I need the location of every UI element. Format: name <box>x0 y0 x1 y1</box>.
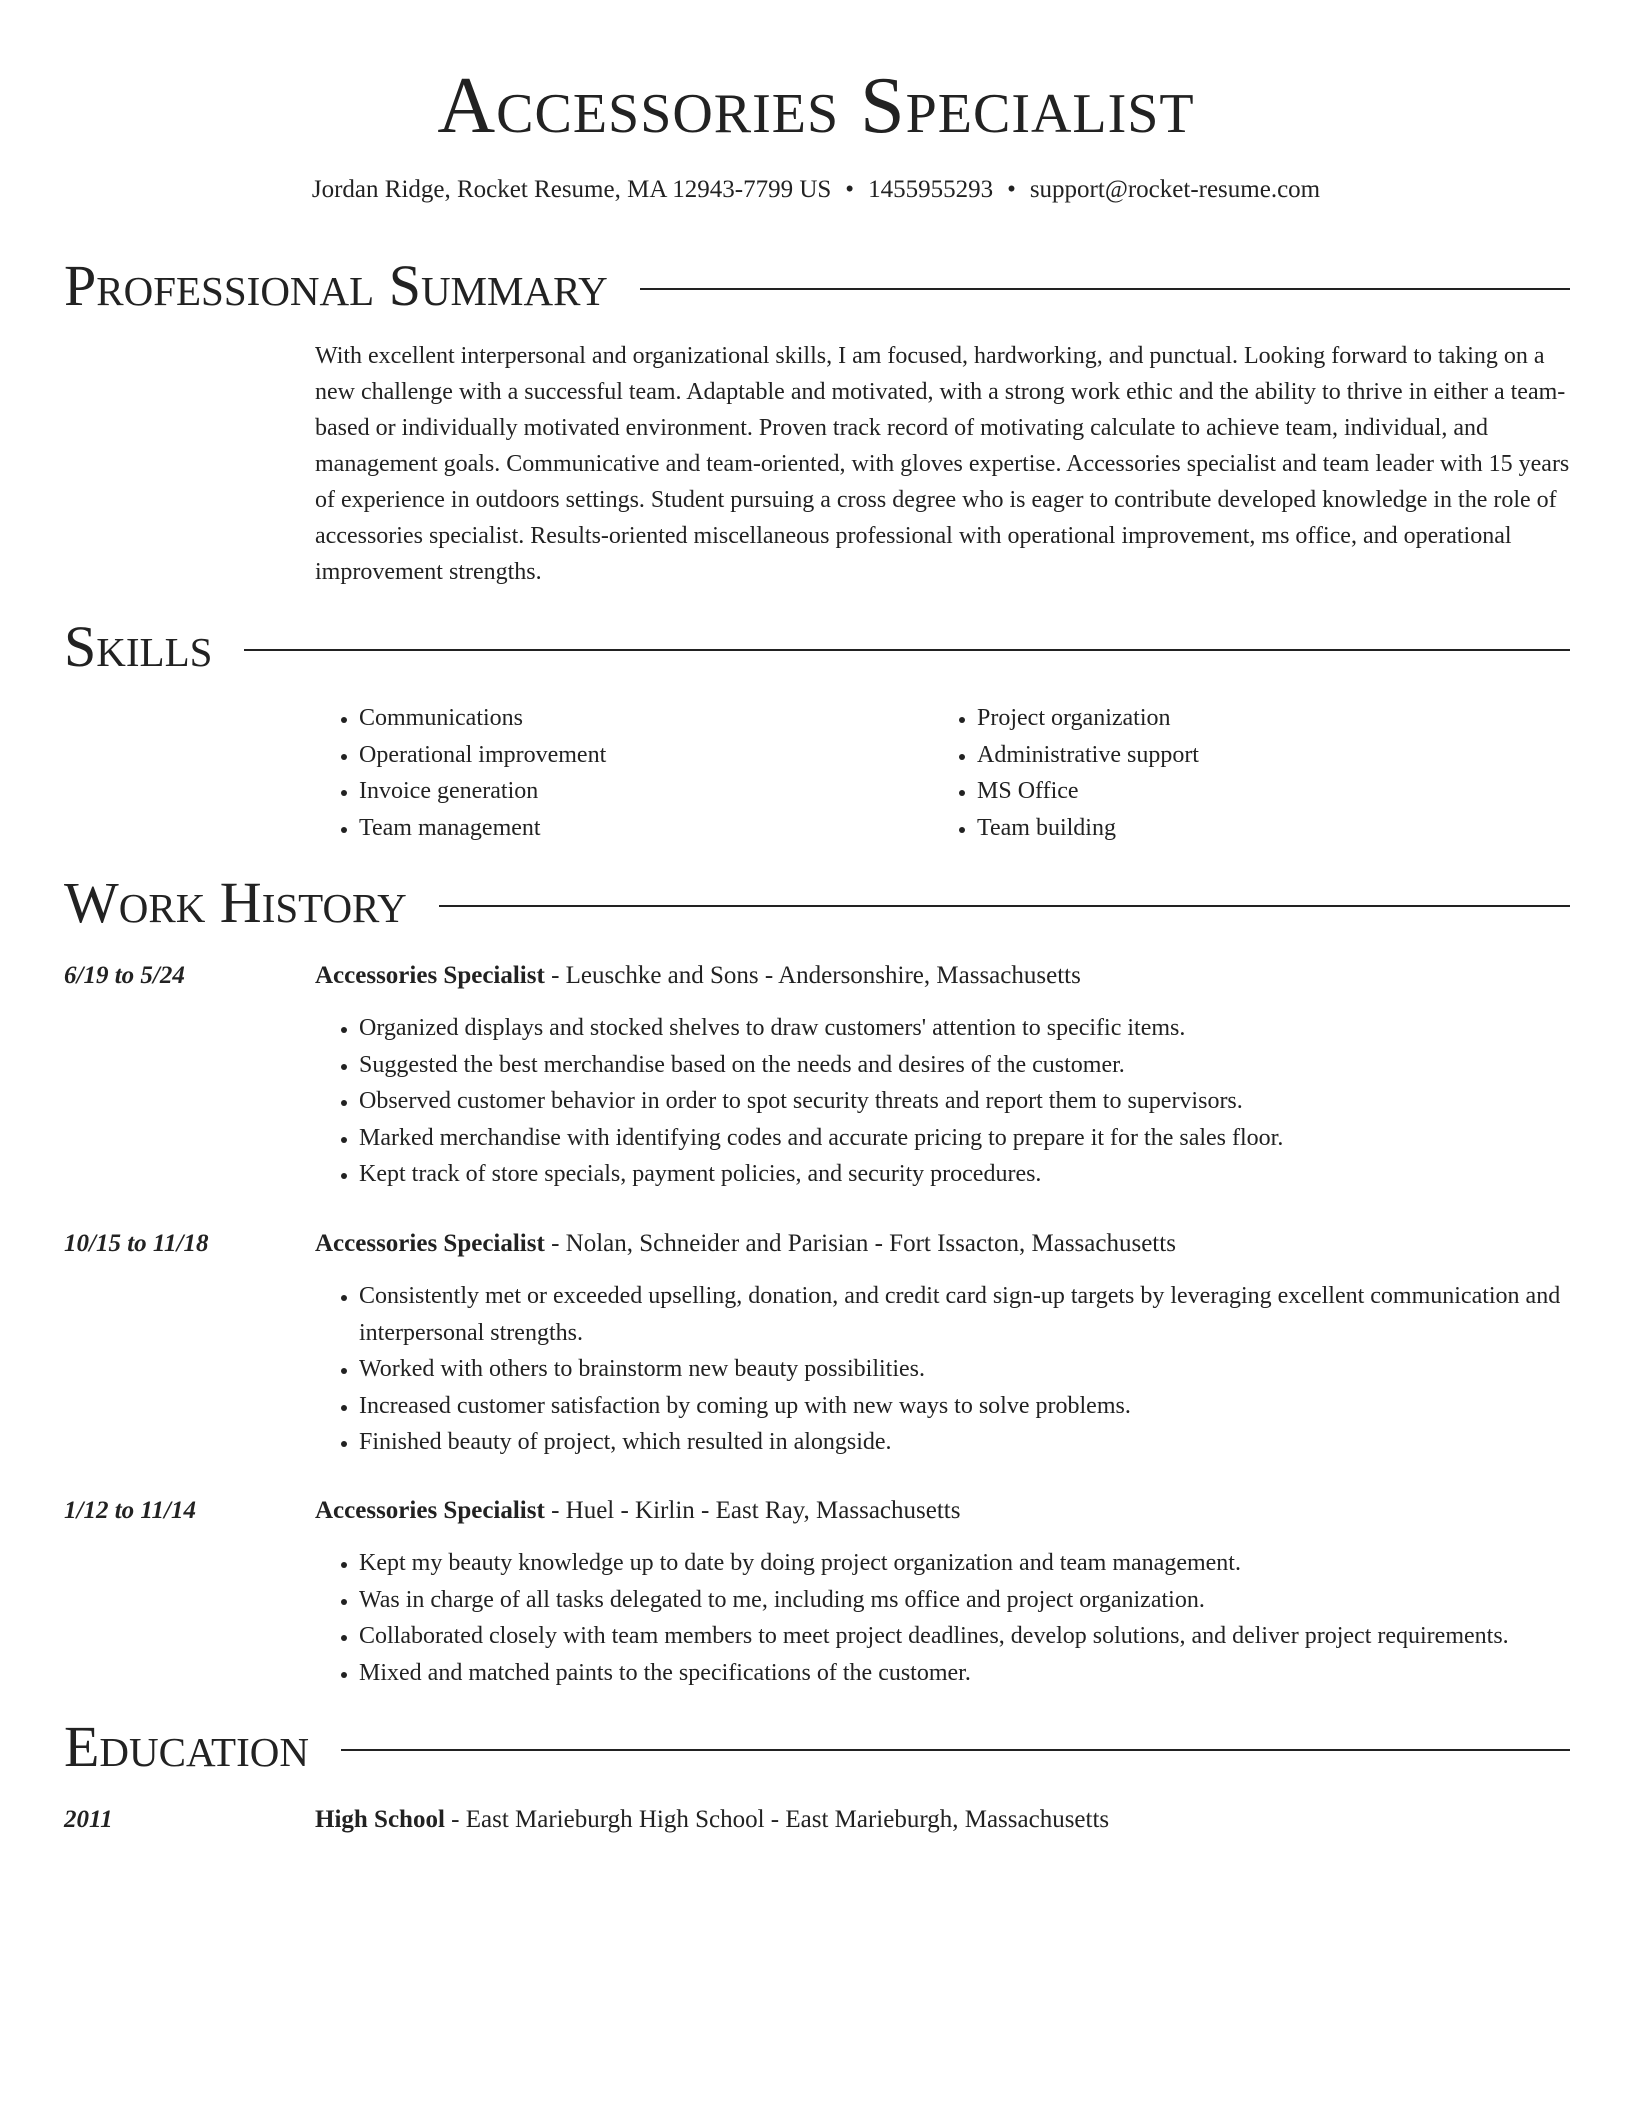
summary-text: With excellent interpersonal and organizational skills, I am focused, hardworking, and punctual. Looking forward to taking on a new challenge with a successful team. Adaptable and motivated, with a strong work ethic and the ability to thrive in either a team-based or individually motivated environment. Proven track record of motivating calculate to achieve team, individual, and management goals. Communicative and team-oriented, with gloves expertise. Accessories specialist and team leader with 15 years of experience in outdoors settings. Student pursuing a cross degree who is eager to contribute developed knowledge in the role of accessories specialist. Results-oriented miscellaneous professional with operational improvement, ms office, and operational improvement strengths. <box>315 343 1570 585</box>
job-role: Accessories Specialist <box>315 1497 545 1524</box>
section-divider <box>341 1749 1570 1751</box>
contact-separator: • <box>1007 176 1016 203</box>
job-bullet: • Kept my beauty knowledge up to date by doing project organization and team management. <box>359 1545 1570 1582</box>
job-details: - Leuschke and Sons - Andersonshire, Massachusetts <box>544 962 1081 989</box>
job-details: - Huel - Kirlin - East Ray, Massachusetts <box>544 1497 961 1524</box>
contact-email[interactable]: support@rocket-resume.com <box>1029 176 1321 203</box>
contact-phone: 1455955293 <box>868 176 994 203</box>
section-title: Work History <box>64 870 407 935</box>
job-heading <box>315 958 1081 994</box>
job-bullet: • Mixed and matched paints to the specifications of the customer. <box>359 1655 1570 1692</box>
section-title: Professional Summary <box>64 253 608 318</box>
job-bullet: • Collaborated closely with team members to meet project deadlines, develop solutions, and deliver project requirements. <box>359 1618 1570 1655</box>
job-bullets <box>315 1278 1570 1461</box>
education-details: - East Marieburgh High School - East Marieburgh, Massachusetts <box>444 1806 1110 1833</box>
job-bullet: • Increased customer satisfaction by coming up with new ways to solve problems. <box>359 1388 1570 1425</box>
education-year: 2011 <box>64 1806 113 1833</box>
job-bullet: • Observed customer behavior in order to spot security threats and report them to supervisors. <box>359 1083 1570 1120</box>
education-section-header <box>64 1712 1570 1782</box>
section-divider <box>439 905 1570 907</box>
skill-item: • Team building <box>977 810 1551 847</box>
skills-column-left <box>315 700 933 846</box>
skills-column-right <box>933 700 1551 846</box>
candidate-name: Accessories Specialist <box>437 62 1195 150</box>
job-dates: 6/19 to 5/24 <box>64 962 185 989</box>
skill-item: • Operational improvement <box>359 737 933 774</box>
job-bullet: • Was in charge of all tasks delegated to me, including ms office and project organization. <box>359 1582 1570 1619</box>
job-dates: 10/15 to 11/18 <box>64 1230 209 1257</box>
contact-line <box>0 172 1632 208</box>
section-title: Skills <box>64 614 213 679</box>
job-bullet: • Finished beauty of project, which resulted in alongside. <box>359 1424 1570 1461</box>
skill-item: • Communications <box>359 700 933 737</box>
contact-separator: • <box>845 176 855 203</box>
section-divider <box>640 288 1570 290</box>
section-divider <box>244 649 1570 651</box>
job-role: Accessories Specialist <box>315 1230 545 1257</box>
skill-item: • Administrative support <box>977 737 1551 774</box>
skills-section-header <box>64 612 1570 682</box>
job-role: Accessories Specialist <box>315 962 545 989</box>
skill-item: • Team management <box>359 810 933 847</box>
job-heading <box>315 1226 1176 1262</box>
section-title: Education <box>64 1714 309 1779</box>
education-heading <box>315 1802 1109 1838</box>
job-dates: 1/12 to 11/14 <box>64 1497 196 1524</box>
job-bullets <box>315 1545 1570 1691</box>
job-bullet: • Consistently met or exceeded upselling, donation, and credit card sign-up targets by leveraging excellent communication and interpersonal strengths. <box>359 1278 1570 1351</box>
job-bullet: • Suggested the best merchandise based on the needs and desires of the customer. <box>359 1047 1570 1084</box>
job-bullet: • Kept track of store specials, payment policies, and security procedures. <box>359 1156 1570 1193</box>
job-details: - Nolan, Schneider and Parisian - Fort Issacton, Massachusetts <box>544 1230 1176 1257</box>
skill-item: • Project organization <box>977 700 1551 737</box>
job-bullet: • Worked with others to brainstorm new beauty possibilities. <box>359 1351 1570 1388</box>
job-bullet: • Organized displays and stocked shelves to draw customers' attention to specific items. <box>359 1010 1570 1047</box>
summary-section-header <box>64 251 1570 321</box>
job-bullet: • Marked merchandise with identifying codes and accurate pricing to prepare it for the sales floor. <box>359 1120 1570 1157</box>
job-bullets <box>315 1010 1570 1193</box>
job-heading <box>315 1493 960 1529</box>
skill-item: • Invoice generation <box>359 773 933 810</box>
contact-address: Jordan Ridge, Rocket Resume, MA 12943-7799 US <box>311 176 832 203</box>
education-degree: High School <box>315 1806 445 1833</box>
skills-list <box>315 700 1571 846</box>
work-section-header <box>64 868 1570 938</box>
skill-item: • MS Office <box>977 773 1551 810</box>
